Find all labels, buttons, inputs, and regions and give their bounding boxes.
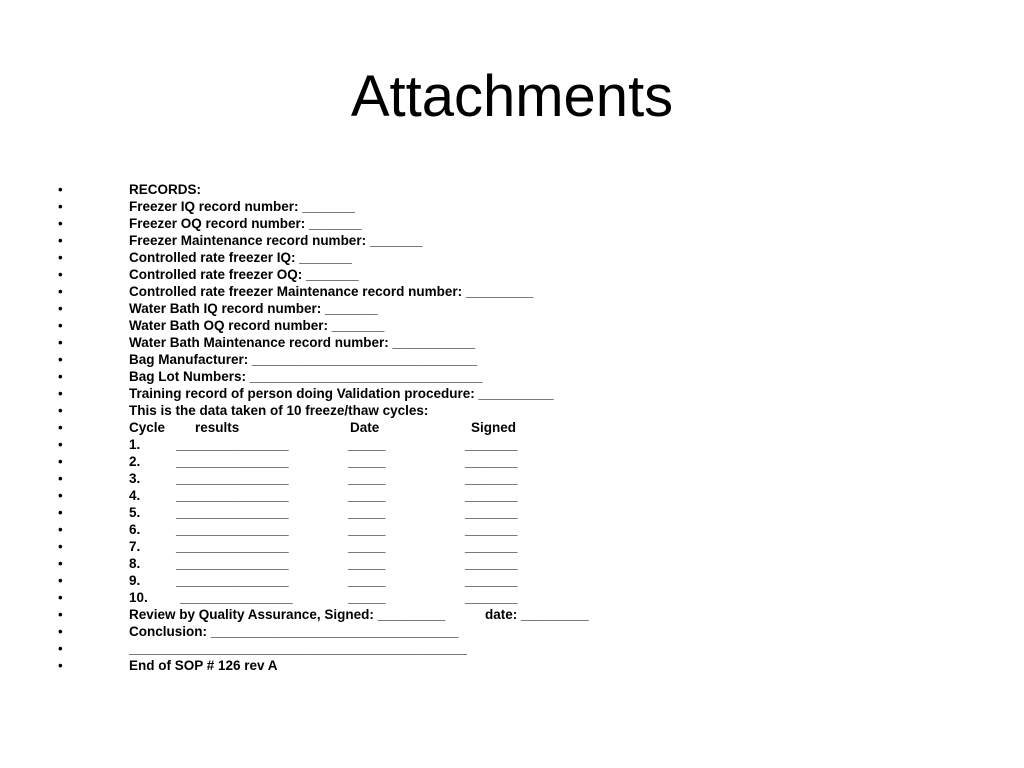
date-blank: _____ bbox=[348, 522, 386, 537]
bullet-icon: • bbox=[58, 199, 63, 214]
cycle-number: 5. bbox=[129, 505, 141, 520]
results-blank: _______________ bbox=[176, 505, 289, 520]
date-blank: _____ bbox=[348, 437, 386, 452]
bullet-icon: • bbox=[58, 539, 63, 554]
attachments-list bbox=[58, 181, 589, 674]
bullet-icon: • bbox=[58, 403, 63, 418]
list-item-text: End of SOP # 126 rev A bbox=[129, 658, 278, 673]
header-results: results bbox=[195, 420, 240, 435]
results-blank: _______________ bbox=[176, 488, 289, 503]
list-item-conclusion bbox=[58, 623, 459, 640]
list-item-freezer-oq bbox=[58, 215, 362, 232]
cycle-number: 6. bbox=[129, 522, 141, 537]
list-item-text: Water Bath OQ record number: _______ bbox=[129, 318, 385, 333]
bullet-icon: • bbox=[58, 624, 63, 639]
cycle-row bbox=[58, 555, 518, 572]
list-item-text: Controlled rate freezer OQ: _______ bbox=[129, 267, 359, 282]
bullet-icon: • bbox=[58, 284, 63, 299]
list-item-text: This is the data taken of 10 freeze/thaw cycles: bbox=[129, 403, 429, 418]
date-blank: _____ bbox=[348, 454, 386, 469]
bullet-icon: • bbox=[58, 471, 63, 486]
list-item-bag-manufacturer bbox=[58, 351, 478, 368]
bullet-icon: • bbox=[58, 505, 63, 520]
cycle-number: 8. bbox=[129, 556, 141, 571]
bullet-icon: • bbox=[58, 590, 63, 605]
list-item-training-record bbox=[58, 385, 554, 402]
list-item-text: Controlled rate freezer IQ: _______ bbox=[129, 250, 352, 265]
bullet-icon: • bbox=[58, 318, 63, 333]
list-item-crf-iq bbox=[58, 249, 352, 266]
list-item-text: Bag Lot Numbers: _______________________________ bbox=[129, 369, 483, 384]
bullet-icon: • bbox=[58, 607, 63, 622]
results-blank: _______________ bbox=[176, 471, 289, 486]
list-item-bag-lot-numbers bbox=[58, 368, 483, 385]
date-blank: _____ bbox=[348, 539, 386, 554]
results-blank: _______________ bbox=[176, 539, 289, 554]
date-blank: _____ bbox=[348, 573, 386, 588]
cycle-row bbox=[58, 470, 518, 487]
cycle-number: 2. bbox=[129, 454, 141, 469]
bullet-icon: • bbox=[58, 386, 63, 401]
qa-signed-text: Review by Quality Assurance, Signed: _________ bbox=[129, 607, 446, 622]
signed-blank: _______ bbox=[465, 590, 518, 605]
list-item-text: Water Bath Maintenance record number: ___________ bbox=[129, 335, 476, 350]
bullet-icon: • bbox=[58, 182, 63, 197]
qa-review-row bbox=[58, 606, 589, 623]
cycle-row bbox=[58, 572, 518, 589]
list-item-records-heading bbox=[58, 181, 202, 198]
list-item-blank-line bbox=[58, 640, 467, 657]
signed-blank: _______ bbox=[465, 573, 518, 588]
date-blank: _____ bbox=[348, 505, 386, 520]
results-blank: _______________ bbox=[180, 590, 293, 605]
header-date: Date bbox=[350, 420, 380, 435]
list-item-text: Conclusion: _________________________________ bbox=[129, 624, 459, 639]
cycle-number: 9. bbox=[129, 573, 141, 588]
cycle-row bbox=[58, 487, 518, 504]
list-item-waterbath-oq bbox=[58, 317, 385, 334]
header-cycle: Cycle bbox=[129, 420, 166, 435]
bullet-icon: • bbox=[58, 267, 63, 282]
date-blank: _____ bbox=[348, 556, 386, 571]
signed-blank: _______ bbox=[465, 471, 518, 486]
list-item-text: Freezer OQ record number: _______ bbox=[129, 216, 362, 231]
results-blank: _______________ bbox=[176, 556, 289, 571]
signed-blank: _______ bbox=[465, 556, 518, 571]
cycle-row bbox=[58, 538, 518, 555]
list-item-text: _____________________________________________ bbox=[129, 641, 467, 656]
qa-date-text: date: _________ bbox=[485, 607, 589, 622]
bullet-icon: • bbox=[58, 658, 63, 673]
results-blank: _______________ bbox=[176, 437, 289, 452]
list-item-text: Training record of person doing Validation procedure: __________ bbox=[129, 386, 554, 401]
signed-blank: _______ bbox=[465, 488, 518, 503]
list-item-crf-maintenance bbox=[58, 283, 534, 300]
bullet-icon: • bbox=[58, 488, 63, 503]
list-item-cycles-intro bbox=[58, 402, 429, 419]
bullet-icon: • bbox=[58, 437, 63, 452]
bullet-icon: • bbox=[58, 641, 63, 656]
bullet-icon: • bbox=[58, 335, 63, 350]
list-item-freezer-maintenance bbox=[58, 232, 423, 249]
signed-blank: _______ bbox=[465, 454, 518, 469]
bullet-icon: • bbox=[58, 556, 63, 571]
bullet-icon: • bbox=[58, 233, 63, 248]
bullet-icon: • bbox=[58, 420, 63, 435]
list-item-text: Bag Manufacturer: ______________________________ bbox=[129, 352, 478, 367]
list-item-text: Controlled rate freezer Maintenance record number: _________ bbox=[129, 284, 534, 299]
list-item-text: Freezer Maintenance record number: _______ bbox=[129, 233, 423, 248]
signed-blank: _______ bbox=[465, 522, 518, 537]
bullet-icon: • bbox=[58, 573, 63, 588]
signed-blank: _______ bbox=[465, 437, 518, 452]
cycle-row bbox=[58, 436, 518, 453]
cycle-row bbox=[58, 521, 518, 538]
list-item-waterbath-iq bbox=[58, 300, 378, 317]
results-blank: _______________ bbox=[176, 522, 289, 537]
date-blank: _____ bbox=[348, 471, 386, 486]
bullet-icon: • bbox=[58, 250, 63, 265]
signed-blank: _______ bbox=[465, 505, 518, 520]
results-blank: _______________ bbox=[176, 573, 289, 588]
bullet-icon: • bbox=[58, 216, 63, 231]
bullet-icon: • bbox=[58, 352, 63, 367]
results-blank: _______________ bbox=[176, 454, 289, 469]
bullet-icon: • bbox=[58, 369, 63, 384]
cycle-table-header bbox=[58, 419, 517, 436]
bullet-icon: • bbox=[58, 301, 63, 316]
list-item-freezer-iq bbox=[58, 198, 355, 215]
date-blank: _____ bbox=[348, 590, 386, 605]
cycle-row bbox=[58, 504, 518, 521]
signed-blank: _______ bbox=[465, 539, 518, 554]
list-item-waterbath-maintenance bbox=[58, 334, 476, 351]
cycle-number: 3. bbox=[129, 471, 141, 486]
cycle-row bbox=[58, 589, 518, 606]
cycle-number: 1. bbox=[129, 437, 141, 452]
bullet-icon: • bbox=[58, 454, 63, 469]
list-item-text: RECORDS: bbox=[129, 182, 202, 197]
date-blank: _____ bbox=[348, 488, 386, 503]
list-item-text: Water Bath IQ record number: _______ bbox=[129, 301, 378, 316]
cycle-row bbox=[58, 453, 518, 470]
slide-title: Attachments bbox=[350, 64, 674, 129]
list-item-end-of-sop bbox=[58, 657, 278, 674]
bullet-icon: • bbox=[58, 522, 63, 537]
header-signed: Signed bbox=[471, 420, 517, 435]
list-item-text: Freezer IQ record number: _______ bbox=[129, 199, 355, 214]
cycle-number: 10. bbox=[129, 590, 148, 605]
cycle-number: 4. bbox=[129, 488, 141, 503]
cycle-number: 7. bbox=[129, 539, 141, 554]
list-item-crf-oq bbox=[58, 266, 359, 283]
